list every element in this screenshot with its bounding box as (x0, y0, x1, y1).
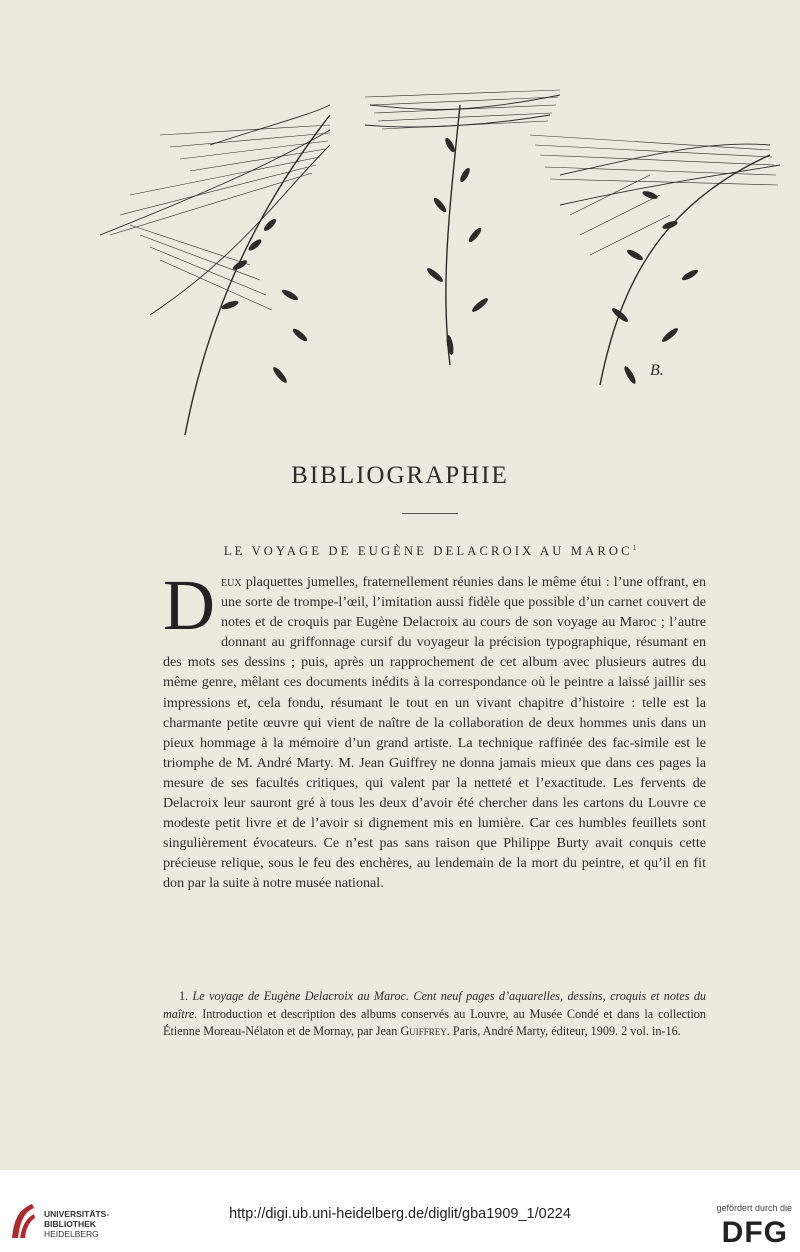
article-subtitle (0, 544, 800, 559)
footnote-number: 1. (179, 989, 189, 1003)
dfg-logo[interactable]: DFG (721, 1216, 788, 1249)
library-name-line-2: BIBLIOTHEK (44, 1219, 96, 1229)
funded-by-label: gefördert durch die (716, 1203, 792, 1213)
palm-frond-ornament (90, 85, 780, 440)
article-subtitle-text: LE VOYAGE DE EUGÈNE DELACROIX AU MAROC (223, 544, 633, 559)
footnote-marker: 1 (632, 544, 637, 552)
drop-capital: D (163, 565, 215, 645)
illustrator-signature: B. (650, 362, 664, 379)
permalink-url[interactable]: http://digi.ub.uni-heidelberg.de/diglit/gba1909_1/0224 (229, 1206, 571, 1222)
footnote-text-end: . Paris, André Marty, éditeur, 1909. 2 vol. in-16. (446, 1024, 681, 1038)
article-body-text: plaquettes jumelles, fraternellement réunies dans le même étui : l’une offrant, en une sorte de trompe-l’œil, l’imitation aussi fidèle que possible d’un carnet couvert de notes et de croquis par Eugène Delacroix au cours de son voyage au Maroc ; l’autre donnant au griffonnage cursif du voyageur la précision typographique, résumant en des mots ses dessins ; puis, après un rapprochement de cet album avec plusieurs autres du même genre, mêlant ces documents inédits à la correspondance où le peintre a laissé jaillir ses impressions et, cela fondu, résumant le tout en un vivant chapitre d’histoire : telle est la charmante petite œuvre qui vient de naître de la collaboration de deux hommes unis dans un pieux hommage à la mémoire d’un grand artiste. La technique raffinée des fac-simile est le triomphe de M. André Marty. M. Jean Guiffrey ne donna jamais mieux que dans ces pages la mesure de ses facultés critiques, qui valent par la netteté et l’exactitude. Les fervents de Delacroix leur sauront gré à tous les deux d’avoir été chercher dans les cartons du Louvre ce modeste petit livre et de l’avoir si dignement mis en lumière. Car ces humbles feuillets sont singulièrement évocateurs. Ce n’est pas sans raison que Philippe Burty avait conquis cette précieuse relique, sous le feu des enchères, au lendemain de la mort du peintre, et qu’il en fit don par la suite à notre musée national. (163, 574, 706, 892)
first-word-small-caps: eux (221, 574, 242, 590)
section-title: BIBLIOGRAPHIE (291, 462, 509, 489)
footnote-text: Introduction et description des albums conservés au Louvre, au Musée Condé et dans la collection Étienne Moreau-Nélaton et de Mornay, par Jean (163, 1006, 706, 1038)
footnote (163, 988, 706, 1041)
library-name-line-1: UNIVERSITÄTS- (44, 1209, 110, 1219)
title-divider (402, 513, 458, 514)
footnote-book-title: Le voyage de Eugène Delacroix au Maroc. Cent neuf pages d’aquarelles, dessins, croquis et notes du maître. (163, 989, 707, 1021)
article-body (163, 565, 706, 894)
footnote-author: Guiffrey (400, 1024, 447, 1038)
library-name-line-3: HEIDELBERG (44, 1229, 99, 1239)
